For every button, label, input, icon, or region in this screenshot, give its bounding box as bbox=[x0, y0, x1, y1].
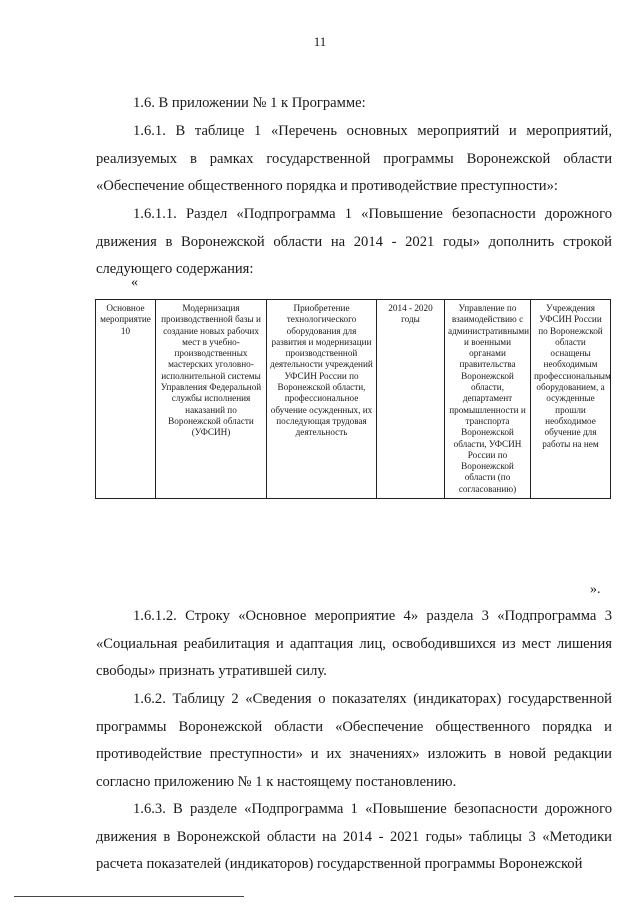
cell-executor: Управление по взаимодействию с административными и военными органами правительства Воронежской области, департамент промышленности и транспорта Воронежской области, УФСИН России по Воронежской области (по согласованию) bbox=[445, 300, 531, 499]
opening-quote: « bbox=[131, 275, 138, 290]
paragraph-1-6-2: 1.6.2. Таблицу 2 «Сведения о показателях (индикаторах) государственной программы Воронежской области «Обеспечение общественного порядка и противодействие преступности» и их значениях» изложить в новой редакции согласно приложению № 1 к настоящему постановлению. bbox=[96, 691, 612, 790]
cell-period: 2014 - 2020 годы bbox=[377, 300, 445, 499]
cell-event-content: Приобретение технологического оборудования для развития и модернизации производственной деятельности учреждений УФСИН России по Воронежской области, профессиональное обучение осужденных, их последующая трудовая деятельность bbox=[267, 300, 377, 499]
paragraph-1-6-1: 1.6.1. В таблице 1 «Перечень основных мероприятий и мероприятий, реализуемых в рамках государственной программы Воронежской области «Обеспечение общественного порядка и противодействие преступности»: bbox=[96, 123, 612, 194]
paragraph-1-6-3: 1.6.3. В разделе «Подпрограмма 1 «Повышение безопасности дорожного движения в Воронежской области на 2014 - 2021 годы» таблицы 3 «Методики расчета показателей (индикаторов) государственной программы Воронежской bbox=[96, 801, 612, 872]
cell-expected-result: Учреждения УФСИН России по Воронежской области оснащены необходимым профессиональным оборудованием, а осужденные прошли необходимое обучение для работы на нем bbox=[531, 300, 611, 499]
program-row-table bbox=[95, 299, 611, 499]
footer-divider bbox=[14, 896, 244, 897]
page-number: 11 bbox=[313, 34, 327, 49]
paragraph-1-6: 1.6. В приложении № 1 к Программе: bbox=[133, 95, 366, 111]
closing-quote: ». bbox=[590, 582, 601, 597]
table-row bbox=[96, 300, 611, 499]
paragraph-1-6-1-2: 1.6.1.2. Строку «Основное мероприятие 4» раздела 3 «Подпрограмма 3 «Социальная реабилитация и адаптация лиц, освободившихся из мест лишения свободы» признать утратившей силу. bbox=[96, 608, 612, 679]
paragraph-1-6-1-1: 1.6.1.1. Раздел «Подпрограмма 1 «Повышение безопасности дорожного движения в Воронежской области на 2014 - 2021 годы» дополнить строкой следующего содержания: bbox=[96, 206, 612, 277]
cell-event-name: Модернизация производственной базы и создание новых рабочих мест в учебно-производственных мастерских уголовно-исполнительной системы Управления Федеральной службы исполнения наказаний по Воронежской области (УФСИН) bbox=[156, 300, 267, 499]
cell-event-status: Основное мероприятие 10 bbox=[96, 300, 156, 499]
